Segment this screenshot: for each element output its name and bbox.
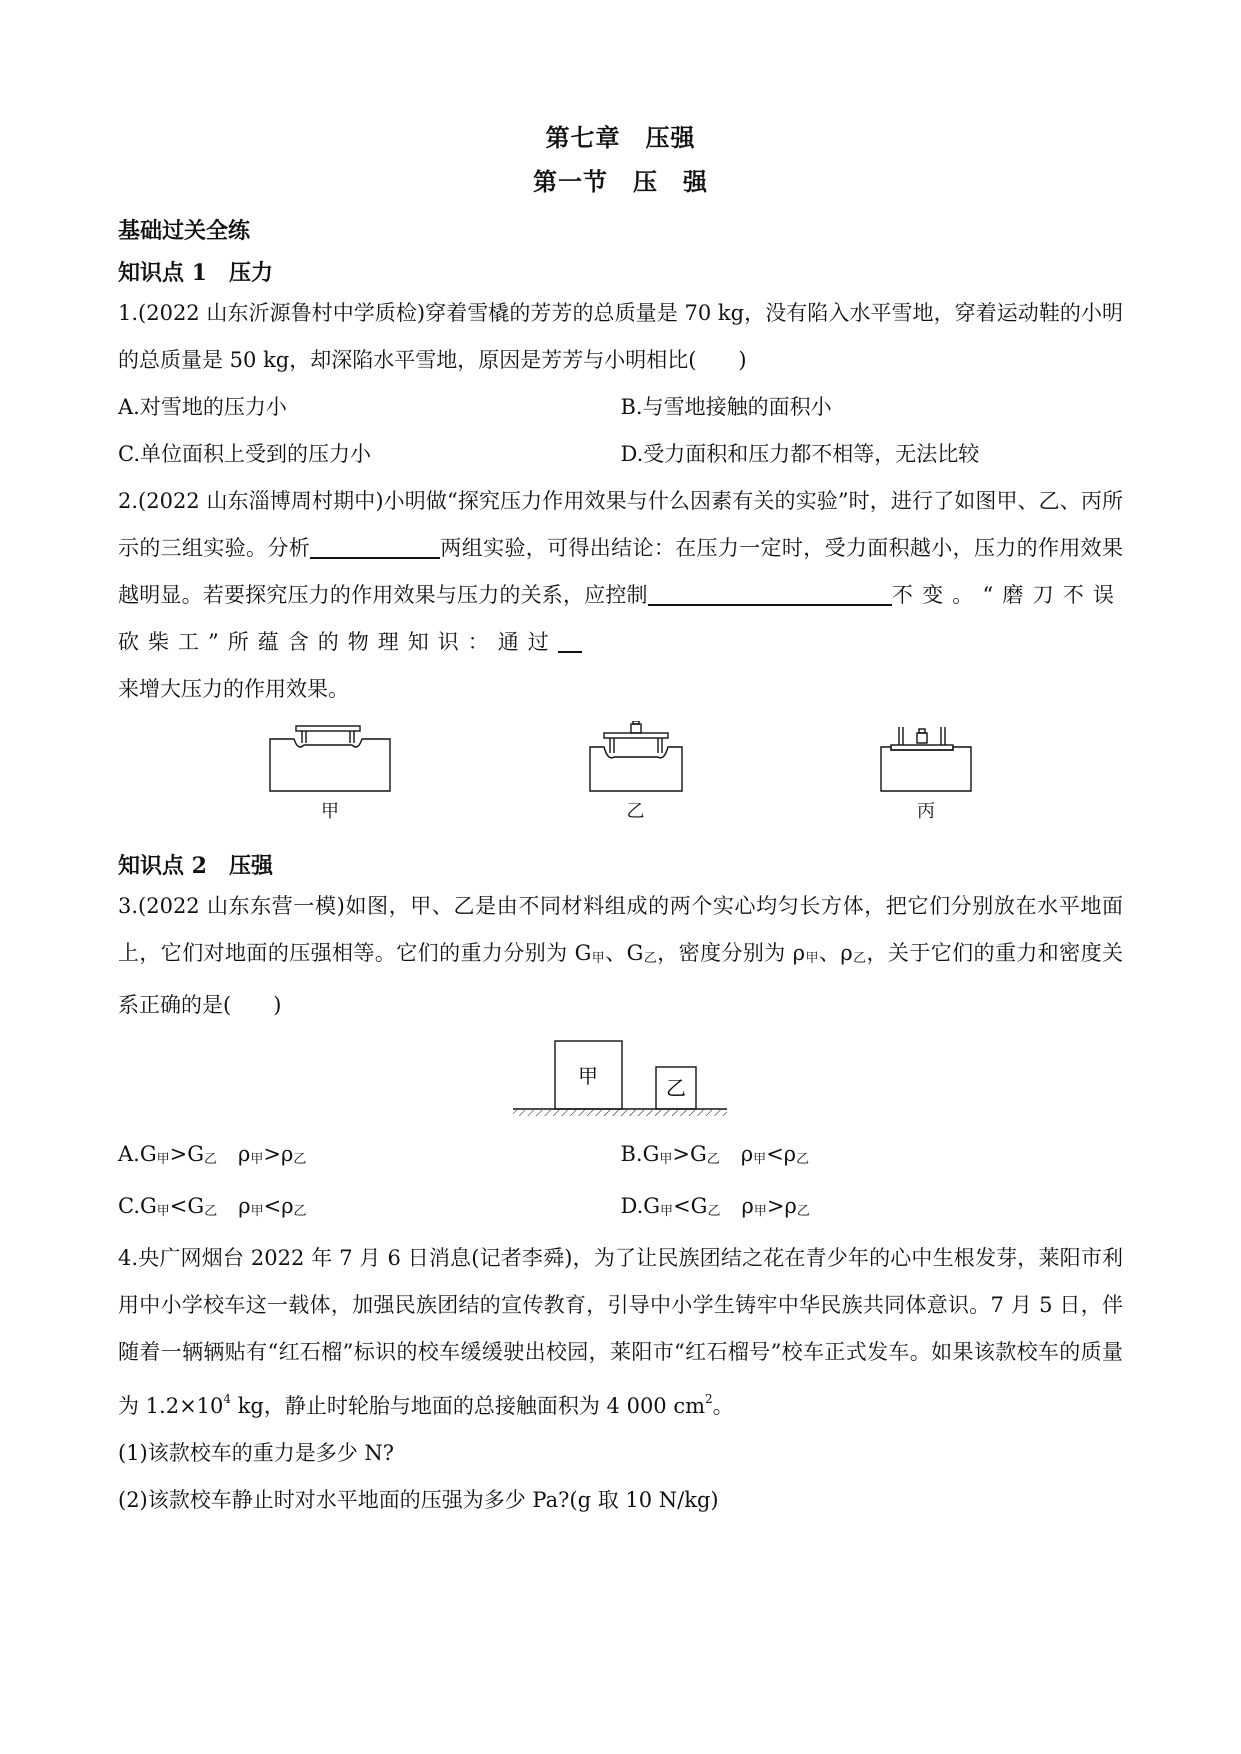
question-3-text-3: ，密度分别为 ρ bbox=[657, 941, 806, 965]
figure-yi bbox=[588, 721, 684, 831]
question-3-text-1: 3.(2022 山东东营一模)如图，甲、乙是由不同材料组成的两个实心均匀长方体，把它们分别放在水平地面上，它们对地面的压强相等。它们的重力分别为 G bbox=[118, 894, 1123, 965]
knowledge-point-1-heading: 知识点 1 压力 bbox=[118, 260, 273, 286]
question-1-options-row-2 bbox=[118, 431, 1123, 478]
question-3-text-2: 、G bbox=[605, 941, 644, 965]
question-2-text-3: 不变。“磨刀不误砍柴工”所蕴含的物理知识：通过 bbox=[118, 583, 1123, 654]
question-4-text-3: 。 bbox=[712, 1394, 734, 1418]
option-c: C.单位面积上受到的压力小 bbox=[118, 442, 371, 466]
question-4-text-2: kg，静止时轮胎与地面的总接触面积为 4 000 cm bbox=[231, 1394, 706, 1418]
figure-bing-label: 丙 bbox=[917, 801, 935, 822]
option-d: D.G甲<G乙 ρ甲>ρ乙 bbox=[620, 1194, 810, 1219]
question-4-text-1: 4.央广网烟台 2022 年 7 月 6 日消息(记者李舜)，为了让民族团结之花在青少年的心中生根发芽，莱阳市利用中小学校车这一载体，加强民族团结的宣传教育，引导中小学生铸牢中华民族共同体意识。7 月 5 日，伴随着一辆辆贴有“红石榴”标识的校车缓缓驶出校园，莱阳市“红石榴号”校车正式发车。如果该款校车的质量为 1.2×10 bbox=[118, 1246, 1123, 1418]
figure-jia bbox=[268, 721, 392, 831]
section-title: 第一节 压 强 bbox=[533, 167, 708, 196]
content bbox=[118, 118, 1123, 1524]
answer-blank-3[interactable] bbox=[558, 625, 582, 653]
question-4-stem bbox=[118, 1235, 1123, 1430]
figure-bing bbox=[879, 721, 973, 831]
question-2-text-2: 两组实验，可得出结论：在压力一定时，受力面积越小，压力的作用效果越明显。若要探究压力的作用效果与压力的关系，应控制 bbox=[118, 536, 1124, 607]
subscript-yi: 乙 bbox=[643, 951, 658, 966]
subscript-yi: 乙 bbox=[852, 951, 867, 966]
ground-hatching bbox=[513, 1110, 727, 1116]
figure-yi-label: 乙 bbox=[626, 801, 645, 822]
option-b: B.与雪地接触的面积小 bbox=[620, 395, 832, 419]
block-jia-label: 甲 bbox=[577, 1064, 598, 1088]
figure-bing-drawing bbox=[879, 721, 973, 793]
chapter-title: 第七章 压强 bbox=[545, 123, 696, 152]
question-3-figure bbox=[118, 1039, 1123, 1123]
question-2-stem bbox=[118, 478, 1123, 713]
figure-jia-drawing bbox=[268, 721, 392, 793]
question-1-stem: 1.(2022 山东沂源鲁村中学质检)穿着雪橇的芳芳的总质量是 70 kg，没有陷入水平雪地，穿着运动鞋的小明的总质量是 50 kg，却深陷水平雪地，原因是芳芳与小明相比( ) bbox=[118, 301, 1123, 372]
question-1-options-row-1 bbox=[118, 384, 1123, 431]
answer-blank-1[interactable] bbox=[310, 531, 440, 559]
blocks-drawing bbox=[511, 1039, 731, 1123]
option-b: B.G甲>G乙 ρ甲<ρ乙 bbox=[620, 1142, 810, 1167]
question-3-options-row-1 bbox=[118, 1131, 1123, 1183]
question-2-text-1: 2.(2022 山东淄博周村期中)小明做“探究压力作用效果与什么因素有关的实验”时，进行了如图甲、乙、丙所示的三组实验。分析 bbox=[118, 489, 1123, 560]
subscript-jia: 甲 bbox=[805, 951, 819, 966]
block-yi-label: 乙 bbox=[665, 1076, 686, 1100]
option-d: D.受力面积和压力都不相等，无法比较 bbox=[620, 442, 980, 466]
exponent-2: 2 bbox=[705, 1392, 713, 1406]
question-2-figures bbox=[118, 713, 1123, 831]
question-3-text-5: ，关于它们的重力和密度关系正确的是( ) bbox=[118, 941, 1123, 1017]
figure-jia-label: 甲 bbox=[321, 801, 339, 822]
option-c: C.G甲<G乙 ρ甲<ρ乙 bbox=[118, 1194, 307, 1219]
exponent-4: 4 bbox=[223, 1392, 232, 1406]
option-a: A.对雪地的压力小 bbox=[118, 395, 287, 419]
option-a: A.G甲>G乙 ρ甲>ρ乙 bbox=[118, 1142, 307, 1167]
question-3-options-row-2 bbox=[118, 1183, 1123, 1235]
question-4-sub-2: (2)该款校车静止时对水平地面的压强为多少 Pa?(g 取 10 N/kg) bbox=[118, 1488, 719, 1512]
practice-heading: 基础过关全练 bbox=[118, 218, 251, 244]
question-4-sub-1: (1)该款校车的重力是多少 N? bbox=[118, 1441, 395, 1465]
question-3-stem bbox=[118, 883, 1123, 1029]
answer-blank-2[interactable] bbox=[648, 578, 892, 606]
figure-yi-drawing bbox=[588, 721, 684, 793]
subscript-jia: 甲 bbox=[591, 951, 606, 966]
question-3-text-4: 、ρ bbox=[818, 941, 853, 965]
knowledge-point-2-heading: 知识点 2 压强 bbox=[118, 853, 273, 879]
question-2-text-4: 来增大压力的作用效果。 bbox=[118, 677, 349, 701]
